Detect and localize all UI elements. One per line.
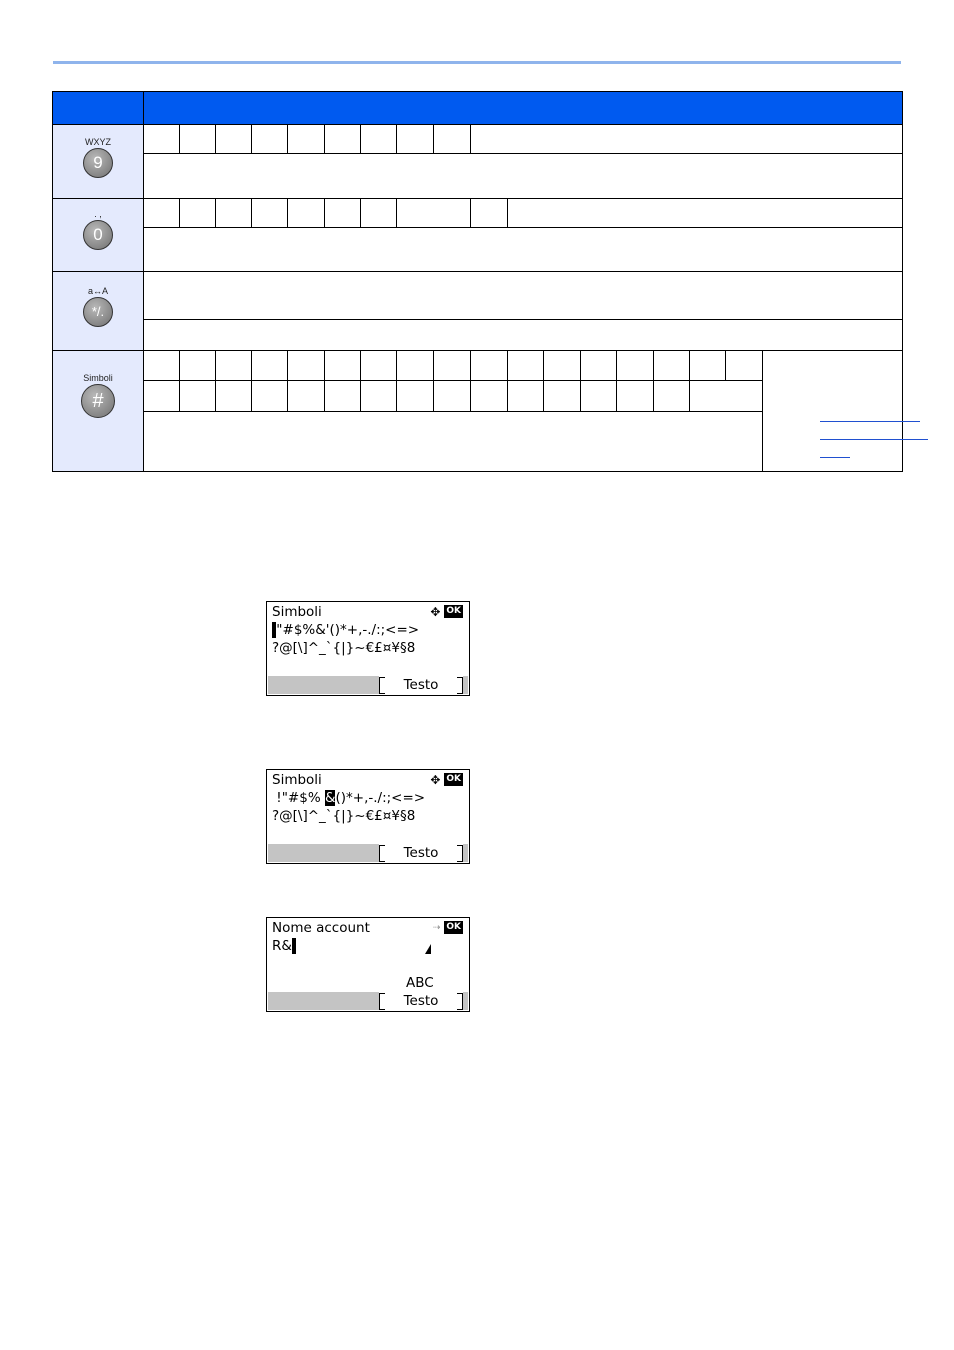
- ok-icon: OK: [446, 774, 461, 784]
- table-header-characters: [143, 91, 903, 125]
- char-cell: [179, 198, 216, 228]
- key-asterisk-label: a↔A: [87, 286, 108, 296]
- four-way-arrow-icon: ✥: [430, 772, 441, 787]
- key-0: [74, 208, 122, 250]
- right-arrow-icon: ⇢: [432, 922, 441, 933]
- entry-line: [272, 938, 296, 954]
- key-hash-label: Simboli: [83, 373, 113, 383]
- symbol-cell: [360, 380, 397, 412]
- key-9-label: WXYZ: [85, 137, 111, 147]
- symbol-cell: [433, 350, 471, 381]
- symbol-cell: [543, 350, 581, 381]
- symbol-cell: [251, 350, 288, 381]
- char-cell: [287, 124, 325, 154]
- key-hash-icon: #: [81, 384, 115, 418]
- ok-icon: OK: [446, 922, 461, 932]
- symbol-cell: [324, 380, 361, 412]
- symbol-cell: [507, 380, 544, 412]
- key-0-icon: 0: [83, 220, 113, 250]
- symbol-cell: [580, 350, 617, 381]
- char-cell: [324, 124, 361, 154]
- key-asterisk: [74, 285, 122, 327]
- screen-title: Nome account: [272, 920, 370, 936]
- symbol-cell: [689, 350, 726, 381]
- ok-indicator: [430, 773, 463, 786]
- char-cell: [179, 124, 216, 154]
- char-cell: [470, 198, 508, 228]
- symbol-cell: [179, 380, 216, 412]
- char-cell: [324, 198, 361, 228]
- char-cell: [251, 198, 288, 228]
- symbol-cell: [287, 380, 325, 412]
- symbol-cell: [653, 380, 690, 412]
- input-mode: ABC: [406, 975, 434, 991]
- lcd-screen-account-name: [266, 917, 470, 1012]
- char-cell: [433, 124, 471, 154]
- key-asterisk-description: [143, 271, 903, 320]
- char-cell-remainder: [470, 124, 903, 154]
- cursor: &: [324, 790, 336, 806]
- table-header-key: [52, 91, 144, 125]
- key-9-icon: 9: [83, 148, 113, 178]
- symbol-cell: [616, 350, 654, 381]
- char-cell-remainder: [507, 198, 903, 228]
- symbol-cell: [396, 350, 434, 381]
- symbol-cell: [215, 380, 252, 412]
- symbol-cell-remainder: [689, 380, 763, 412]
- char-cell: [287, 198, 325, 228]
- symbols-before: !"#$%: [272, 790, 325, 806]
- symbol-cell: [653, 350, 690, 381]
- symbol-cell: [251, 380, 288, 412]
- screen-title: Simboli: [272, 772, 322, 788]
- key-9: [74, 136, 122, 178]
- symbol-cell: [616, 380, 654, 412]
- reference-link[interactable]: [820, 421, 920, 422]
- ok-indicator: [433, 921, 463, 934]
- lcd-screen-symbols-2: [266, 769, 470, 864]
- softkey-testo[interactable]: Testo: [379, 676, 463, 694]
- char-cell: [143, 124, 180, 154]
- top-rule: [53, 61, 901, 64]
- char-cell: [143, 198, 180, 228]
- char-cell: [215, 198, 252, 228]
- char-cell: [396, 124, 434, 154]
- char-cell-wide: [396, 198, 471, 228]
- key-hash-reference: [762, 350, 903, 472]
- key-hash-note: [143, 411, 763, 472]
- key-9-note: [143, 153, 903, 199]
- symbol-line-1: [272, 622, 419, 638]
- four-way-arrow-icon: ✥: [430, 604, 441, 619]
- key-0-label: . ,: [94, 209, 102, 219]
- character-table: [52, 91, 903, 472]
- signal-icon: [425, 944, 431, 954]
- key-0-note: [143, 227, 903, 272]
- char-cell: [360, 198, 397, 228]
- symbol-cell: [324, 350, 361, 381]
- symbol-cell: [725, 350, 763, 381]
- cursor: [292, 938, 296, 954]
- key-asterisk-note: [143, 319, 903, 351]
- symbol-cell: [396, 380, 434, 412]
- entry-text: R&: [272, 938, 292, 954]
- lcd-screen-symbols-1: [266, 601, 470, 696]
- softkey-testo[interactable]: Testo: [379, 844, 463, 862]
- ok-indicator: [430, 605, 463, 618]
- symbol-cell: [507, 350, 544, 381]
- symbol-cell: [215, 350, 252, 381]
- symbol-cell: [179, 350, 216, 381]
- ok-icon: OK: [446, 606, 461, 616]
- softkey-testo[interactable]: Testo: [379, 992, 463, 1010]
- symbol-cell: [470, 380, 508, 412]
- key-asterisk-icon: */.: [83, 297, 113, 327]
- char-cell: [360, 124, 397, 154]
- key-hash: [74, 372, 122, 418]
- screen-title: Simboli: [272, 604, 322, 620]
- symbol-cell: [143, 350, 180, 381]
- symbols-after: ()*+,-./:;<=>: [335, 790, 426, 806]
- symbol-cell: [470, 350, 508, 381]
- symbol-cell: [433, 380, 471, 412]
- reference-link[interactable]: [820, 439, 928, 440]
- symbol-line-1: [272, 790, 425, 806]
- symbol-cell: [360, 350, 397, 381]
- char-cell: [251, 124, 288, 154]
- reference-link[interactable]: [820, 457, 850, 458]
- symbol-line-2: ?@[\]^_`{|}~€£¤¥§8: [272, 808, 416, 824]
- symbol-cell: [543, 380, 581, 412]
- symbol-cell: [287, 350, 325, 381]
- symbol-line-2: ?@[\]^_`{|}~€£¤¥§8: [272, 640, 416, 656]
- symbol-cell: [580, 380, 617, 412]
- char-cell: [215, 124, 252, 154]
- symbols-text: "#$%&'()*+,-./:;<=>: [276, 622, 420, 638]
- symbol-cell: [143, 380, 180, 412]
